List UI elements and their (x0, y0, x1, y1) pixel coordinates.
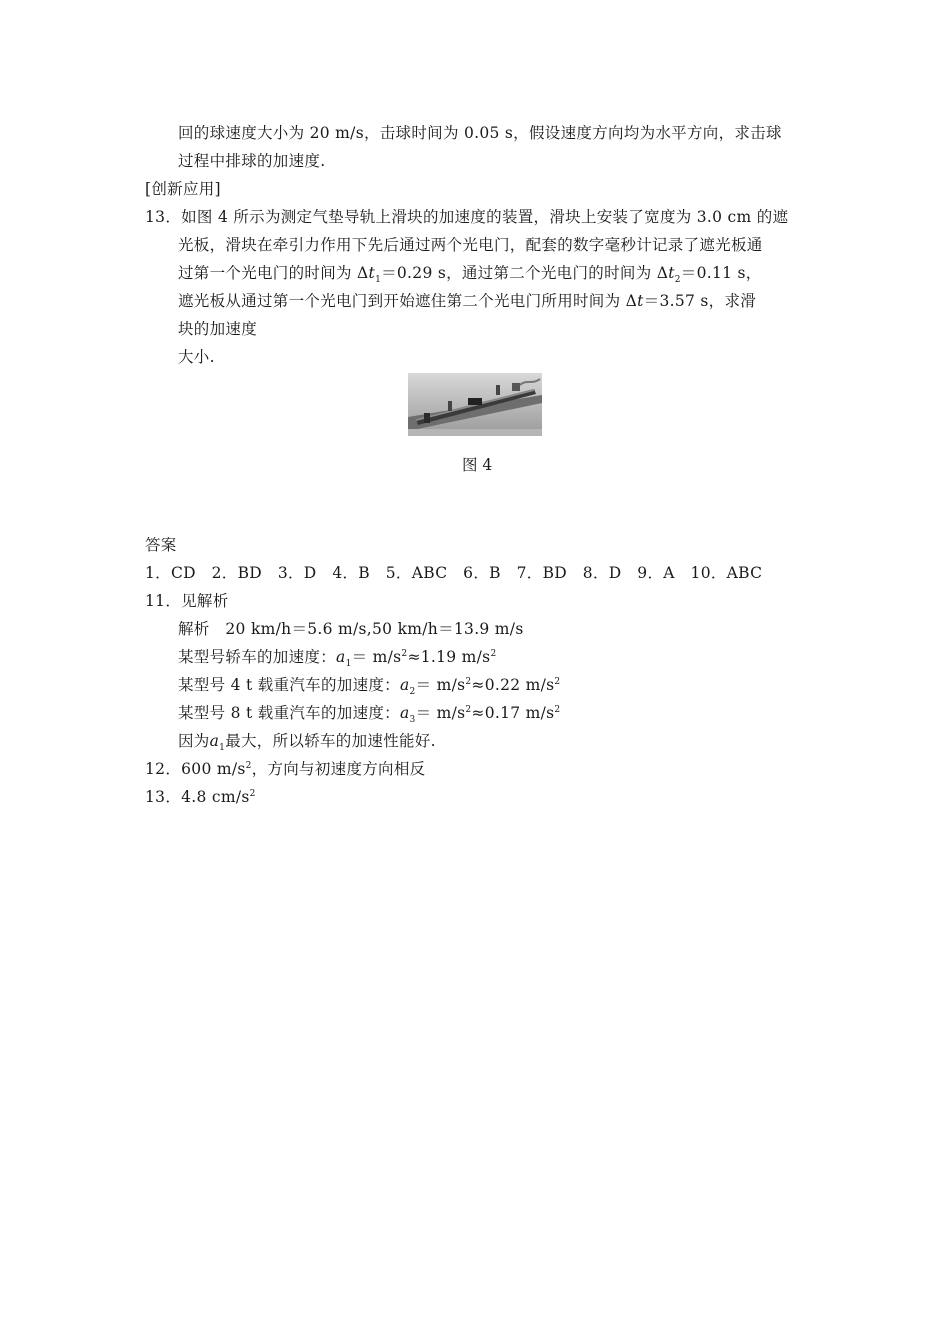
answer11-line2: 某型号轿车的加速度：$a_1= m/s^2\approx 1.19$ $m/s^2$ (178, 648, 497, 670)
problem12-continuation-line1: 回的球速度大小为 20 m/s，击球时间为 0.05 s，假设速度方向均为水平方向，求击球 (178, 124, 782, 142)
section-heading: [创新应用] (145, 180, 221, 198)
answers-heading: 答案 (145, 536, 177, 554)
problem13-line5: 块的加速度 (178, 320, 258, 338)
problem13-line4: 遮光板从通过第一个光电门到开始遮住第二个光电门所用时间为 Δt＝3.57 s，求滑 (178, 292, 757, 310)
problem13-line6: 大小. (178, 348, 215, 366)
problem13-line3: 过第一个光电门的时间为 $\Delta t_1=0.29$ s，通过第二个光电门的时间为 $\Delta t_2=0.11$ s， (178, 264, 762, 286)
problem13-line2: 光板，滑块在牵引力作用下先后通过两个光电门，配套的数字毫秒计记录了遮光板通 (178, 236, 763, 254)
answer11-title: 11．见解析 (145, 592, 229, 610)
answer11-line1: 解析 20 km/h＝5.6 m/s,50 km/h＝13.9 m/s (178, 620, 524, 638)
answer12: 12．600 $m/s^2$，方向与初速度方向相反 (145, 760, 426, 778)
problem12-continuation-line2: 过程中排球的加速度. (178, 152, 326, 170)
answer11-line4: 某型号 8 t 载重汽车的加速度：$a_3= m/s^2\approx 0.17$ $m/s^2$ (178, 704, 561, 726)
answer11-line3: 某型号 4 t 载重汽车的加速度：$a_2= m/s^2\approx 0.22$ $m/s^2$ (178, 676, 561, 698)
answer11-line5: 因为$a_1$最大，所以轿车的加速性能好. (178, 732, 436, 754)
problem13-number: 13． (145, 208, 182, 226)
answers-multiple-choice: 1．CD 2．BD 3．D 4．B 5．ABC 6．B 7．BD 8．D 9．A 10．ABC (145, 564, 763, 582)
air-track-photo-icon (408, 373, 542, 436)
figure-caption: 图 4 (462, 456, 493, 474)
problem13-line1: 13．如图 4 所示为测定气垫导轨上滑块的加速度的装置，滑块上安装了宽度为 3.0 cm 的遮 (145, 208, 789, 226)
answer13: 13．4.8 $cm/s^2$ (145, 788, 256, 806)
